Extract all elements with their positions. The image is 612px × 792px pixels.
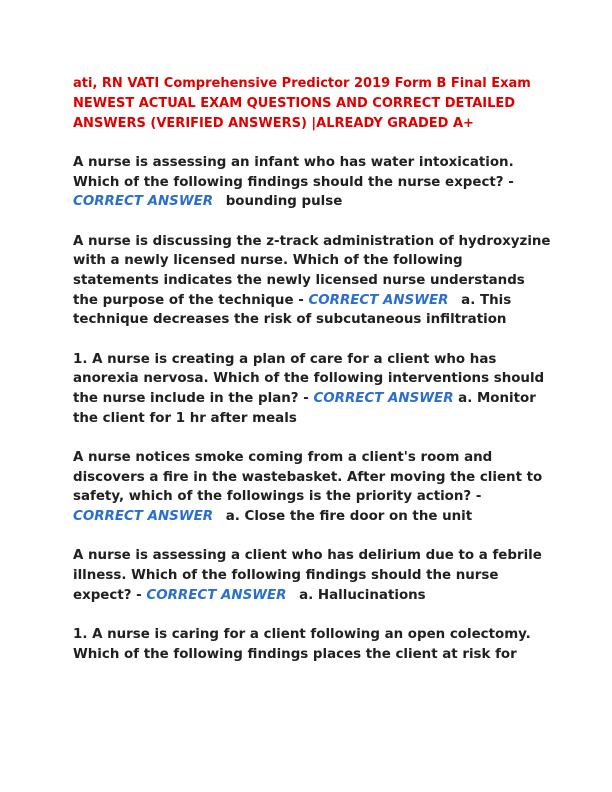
correct-answer-label: CORRECT ANSWER [146, 587, 287, 603]
qa-item-1 [73, 153, 552, 212]
qa-item-6 [73, 625, 552, 664]
correct-answer-label: CORRECT ANSWER [308, 292, 449, 308]
answer-text: bounding pulse [225, 194, 343, 210]
question-text: 1. A nurse is caring for a client following an open colectomy. Which of the following findings places the client at risk for [73, 626, 531, 662]
correct-answer-label: CORRECT ANSWER [313, 391, 454, 407]
qa-item-5 [73, 546, 552, 605]
qa-item-3 [73, 350, 552, 429]
document-title: ati, RN VATI Comprehensive Predictor 2019 Form B Final Exam NEWEST ACTUAL EXAM QUESTIONS AND CORRECT DETAILED ANSWERS (VERIFIED ANSWERS) |ALREADY GRADED A+ [73, 76, 531, 131]
question-text: A nurse notices smoke coming from a client's room and discovers a fire in the wastebasket. After moving the client to safety, which of the followings is the priority action? - [73, 449, 543, 505]
question-text: A nurse is discussing the z-track administration of hydroxyzine with a newly licensed nurse. Which of the following statements indicates the newly licensed nurse understands the purpose of the technique - [73, 233, 551, 308]
correct-answer-label: CORRECT ANSWER [73, 509, 214, 525]
answer-text: a. Hallucinations [299, 587, 426, 603]
answer-text: a. Monitor the client for 1 hr after meals [73, 391, 536, 426]
question-text: A nurse is assessing an infant who has water intoxication. Which of the following findings should the nurse expect? - [73, 155, 514, 190]
question-text: 1. A nurse is creating a plan of care for a client who has anorexia nervosa. Which of the following interventions should the nurse include in the plan? - [73, 351, 545, 407]
answer-text: a. Close the fire door on the unit [225, 509, 473, 525]
qa-item-2 [73, 232, 552, 331]
answer-text: a. This technique decreases the risk of subcutaneous infiltration [73, 292, 512, 328]
qa-item-4 [73, 448, 552, 527]
correct-answer-label: CORRECT ANSWER [73, 194, 214, 210]
question-text: A nurse is assessing a client who has delirium due to a febrile illness. Which of the following findings should the nurse expect? - [73, 548, 542, 603]
